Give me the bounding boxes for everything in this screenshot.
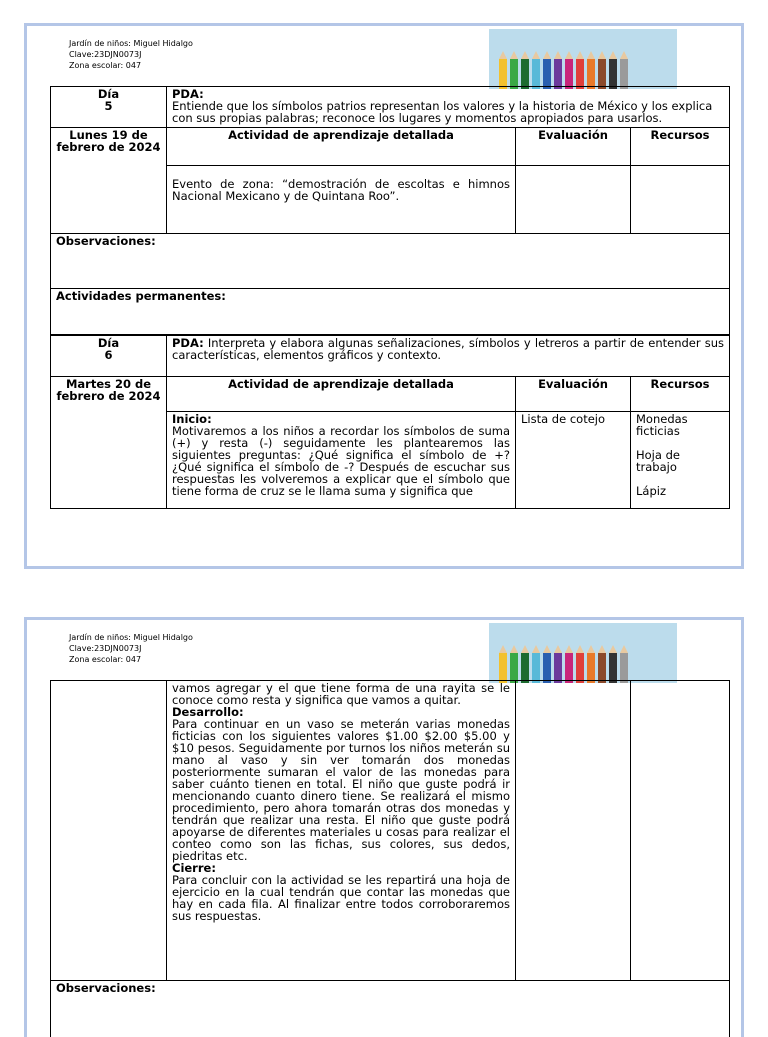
resource-item: Monedas ficticias xyxy=(636,413,724,437)
pencil-icon xyxy=(598,59,606,89)
pencil-icon xyxy=(532,653,540,683)
activity-cell: Evento de zona: “demostración de escoltas e himnos Nacional Mexicano y de Quintana Roo”. xyxy=(167,166,516,234)
resources-cell xyxy=(631,412,730,509)
dia-number: 6 xyxy=(56,349,161,361)
pda-label: PDA: xyxy=(172,88,724,100)
resources-cell xyxy=(631,166,730,234)
activity-header: Actividad de aprendizaje detallada xyxy=(167,128,516,166)
document-page-1 xyxy=(24,23,744,569)
pencil-icon xyxy=(554,59,562,89)
pencil-icon xyxy=(532,59,540,89)
inicio-continuation: vamos agregar y el que tiene forma de una rayita se le conoce como resta y significa que vamos a quitar. xyxy=(172,682,510,706)
continuation-table xyxy=(50,680,730,1037)
pencil-icon xyxy=(554,653,562,683)
observaciones-row: Observaciones: xyxy=(51,981,730,1037)
colored-pencils-image xyxy=(489,29,677,89)
pencil-icon xyxy=(609,653,617,683)
evaluation-header: Evaluación xyxy=(516,128,631,166)
desarrollo-text: Para continuar en un vaso se meterán varias monedas ficticias con los siguientes valores $1.00 $2.00 $5.00 y $10 pesos. Seguidamente por turnos los niños meterán su mano al vaso y sin ver tomarán dos monedas posteriormente sumaran el valor de las monedas para saber cuánto tienen en total. El niño que guste podrá ir mencionando cuanto dinero tiene. Se realizará el mismo procedimiento, pero ahora tomarán otras dos monedas y tendrán que realizar una resta. El niño que guste podrá apoyarse de diferentes materiales u cosas para realizar el conteo como son las fichas, sus colores, sus dedos, piedritas etc. xyxy=(172,718,510,862)
day-5-cell xyxy=(51,87,167,128)
pencil-icon xyxy=(521,653,529,683)
date-cell: Martes 20 de febrero de 2024 xyxy=(51,377,167,509)
colored-pencils-image xyxy=(489,623,677,683)
pencil-icon xyxy=(576,653,584,683)
school-header xyxy=(69,38,193,71)
pencil-icon xyxy=(543,653,551,683)
dia-label: Día xyxy=(56,337,161,349)
evaluation-cell: Lista de cotejo xyxy=(516,412,631,509)
school-clave: Clave:23DJN0073J xyxy=(69,49,193,60)
activity-cell xyxy=(167,412,516,509)
cierre-label: Cierre: xyxy=(172,862,510,874)
inicio-label: Inicio: xyxy=(172,413,510,425)
day-6-cell xyxy=(51,336,167,377)
day-6-table xyxy=(50,335,730,509)
observaciones-row: Observaciones: xyxy=(51,234,730,289)
pencil-icon xyxy=(521,59,529,89)
pencil-icon xyxy=(543,59,551,89)
pencil-icon xyxy=(499,59,507,89)
school-zone: Zona escolar: 047 xyxy=(69,654,193,665)
school-zone: Zona escolar: 047 xyxy=(69,60,193,71)
pda-cell xyxy=(167,87,730,128)
document-page-2 xyxy=(24,617,744,1037)
activity-header: Actividad de aprendizaje detallada xyxy=(167,377,516,412)
dia-label: Día xyxy=(56,88,161,100)
pencil-icon xyxy=(598,653,606,683)
pencil-icon xyxy=(587,653,595,683)
pda-text: Interpreta y elabora algunas señalizaciones, símbolos y letreros a partir de entender sus características, elementos gráficos y contexto. xyxy=(172,336,724,362)
resources-header: Recursos xyxy=(631,128,730,166)
resources-cell xyxy=(631,681,730,981)
evaluation-cell xyxy=(516,681,631,981)
actividades-permanentes-row: Actividades permanentes: xyxy=(51,289,730,335)
pencil-icon xyxy=(510,59,518,89)
pencil-icon xyxy=(609,59,617,89)
resources-header: Recursos xyxy=(631,377,730,412)
school-name: Jardín de niños: Miguel Hidalgo xyxy=(69,38,193,49)
pencil-icon xyxy=(576,59,584,89)
pda-cell xyxy=(167,336,730,377)
date-cell xyxy=(51,681,167,981)
resource-item: Hoja de trabajo xyxy=(636,449,724,473)
resource-item: Lápiz xyxy=(636,485,724,497)
day-5-table xyxy=(50,86,730,335)
pda-label: PDA: xyxy=(172,336,204,350)
evaluation-cell xyxy=(516,166,631,234)
pencil-icon xyxy=(620,653,628,683)
pencil-icon xyxy=(565,59,573,89)
activity-cell xyxy=(167,681,516,981)
date-cell: Lunes 19 de febrero de 2024 xyxy=(51,128,167,234)
desarrollo-label: Desarrollo: xyxy=(172,706,510,718)
pencil-icon xyxy=(510,653,518,683)
pda-text: Entiende que los símbolos patrios representan los valores y la historia de México y los explica con sus propias palabras; reconoce los lugares y momentos apropiados para usarlos. xyxy=(172,100,724,124)
school-name: Jardín de niños: Miguel Hidalgo xyxy=(69,632,193,643)
school-header xyxy=(69,632,193,665)
cierre-text: Para concluir con la actividad se les repartirá una hoja de ejercicio en la cual tendrán que contar las monedas que hay en cada fila. Al finalizar entre todos corroboraremos sus respuestas. xyxy=(172,874,510,922)
evaluation-header: Evaluación xyxy=(516,377,631,412)
dia-number: 5 xyxy=(56,100,161,112)
pencil-icon xyxy=(620,59,628,89)
pencil-icon xyxy=(587,59,595,89)
school-clave: Clave:23DJN0073J xyxy=(69,643,193,654)
pencil-icon xyxy=(565,653,573,683)
inicio-text: Motivaremos a los niños a recordar los símbolos de suma (+) y resta (-) seguidamente les plantearemos las siguientes preguntas: ¿Qué significa el símbolo de +? ¿Qué significa el símbolo de -? Después de escuchar sus respuestas les volveremos a explicar que el símbolo que tiene forma de cruz se le llama suma y significa que xyxy=(172,425,510,497)
pencil-icon xyxy=(499,653,507,683)
